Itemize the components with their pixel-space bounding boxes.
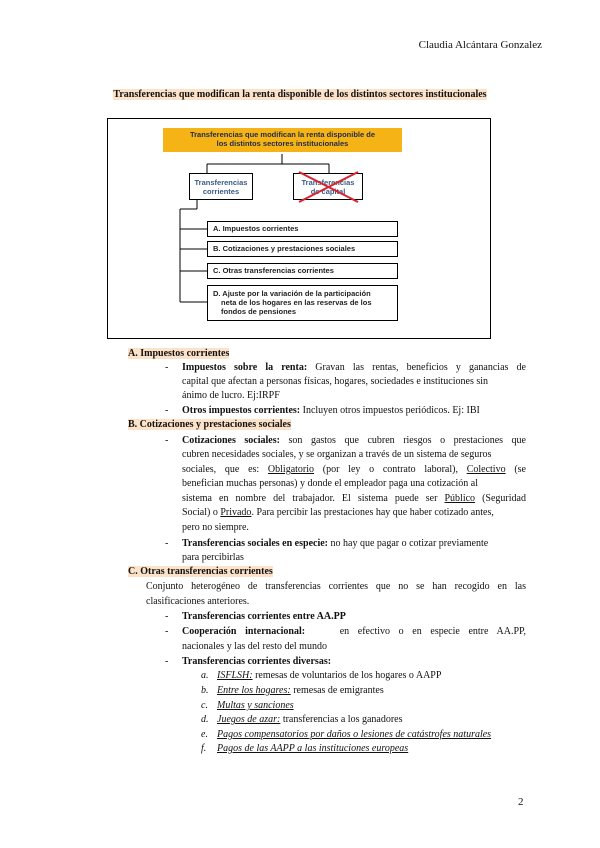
section-c-bullet1: Transferencias corrientes entre AA.PP — [182, 611, 346, 622]
section-b-bullet2-line1: Transferencias sociales en especie: no hay que pagar o cotizar previamente — [182, 538, 489, 549]
bullet-dash: - — [165, 362, 169, 373]
section-b-bullet1-line6: Social) o Privado. Para percibir las prestaciones hay que haber cotizado antes, — [182, 507, 494, 518]
section-b-bullet1-line3: sociales, que es: Obligatorio (por ley o contrato laboral), Colectivo (se — [182, 464, 526, 475]
diagram-item-b: B. Cotizaciones y prestaciones sociales — [207, 241, 398, 257]
section-b-bullet1-line2: cubren necesidades sociales, y se organizan a través de un sistema de seguros — [182, 449, 492, 460]
section-b-bullet1-line1: Cotizaciones sociales: son gastos que cubren riesgos o prestaciones que — [182, 435, 527, 446]
bullet-dash: - — [165, 611, 169, 622]
section-c-bullet3: Transferencias corrientes diversas: — [182, 656, 332, 667]
page-heading: Transferencias que modifican la renta disponible de los distintos sectores institucionales — [113, 89, 487, 100]
sub-item-d: Juegos de azar: transferencias a los ganadores — [217, 714, 403, 725]
sub-item-letter: f. — [201, 743, 207, 754]
section-b-title: B. Cotizaciones y prestaciones sociales — [128, 419, 291, 430]
diagram-item-a: A. Impuestos corrientes — [207, 221, 398, 237]
sub-item-letter: d. — [201, 714, 209, 725]
sub-item-letter: e. — [201, 729, 208, 740]
sub-item-b: Entre los hogares: remesas de emigrantes — [217, 685, 384, 696]
bullet-dash: - — [165, 656, 169, 667]
author-name: Claudia Alcántara Gonzalez — [418, 39, 542, 51]
section-b-bullet1-line7: pero no siempre. — [182, 522, 249, 533]
sub-item-a: ISFLSH: remesas de voluntarios de los hogares o AAPP — [217, 670, 442, 681]
capital-transfers-box: Transferencias de capital — [293, 173, 363, 200]
section-a-bullet1-line1: Impuestos sobre la renta: Gravan las rentas, beneficios y ganancias de — [182, 362, 526, 373]
bullet-dash: - — [165, 538, 169, 549]
section-a-bullet2: Otros impuestos corrientes: Incluyen otros impuestos periódicos. Ej: IBI — [182, 405, 480, 416]
section-c-bullet2-line1: Cooperación internacional: en efectivo o en especie entre AA.PP, — [182, 626, 527, 637]
section-a-bullet1-line3: ánimo de lucro. Ej:IRPF — [182, 390, 280, 401]
section-a-title: A. Impuestos corrientes — [128, 348, 230, 359]
sub-item-letter: a. — [201, 670, 209, 681]
section-b-bullet1-line5: sistema en nombre del trabajador. El sistema puede ser Público (Seguridad — [182, 493, 526, 504]
section-b-bullet1-line4: benefician muchas personas) y donde el empleador paga una cotización al — [182, 478, 478, 489]
section-c-title: C. Otras transferencias corrientes — [128, 566, 273, 577]
section-a-bullet1-line2: capital que afectan a personas físicas, hogares, sociedades e instituciones sin — [182, 376, 489, 387]
bullet-dash: - — [165, 435, 169, 446]
bullet-dash: - — [165, 405, 169, 416]
section-c-bullet2-line2: nacionales y las del resto del mundo — [182, 641, 327, 652]
diagram-title: Transferencias que modifican la renta disponible de los distintos sectores institucionales — [163, 128, 402, 152]
sub-item-c: Multas y sanciones — [217, 700, 294, 711]
section-c-intro-line1: Conjunto heterogéneo de transferencias corrientes que no se han recogido en las — [146, 581, 526, 592]
page-number: 2 — [518, 796, 524, 808]
sub-item-f: Pagos de las AAPP a las instituciones europeas — [217, 743, 409, 754]
transfers-diagram — [107, 118, 491, 339]
sub-item-letter: b. — [201, 685, 209, 696]
cross-out-icon — [294, 170, 364, 204]
diagram-item-d: D. Ajuste por la variación de la participación neta de los hogares en las reservas de los fondos de pensiones — [207, 285, 398, 321]
sub-item-e: Pagos compensatorios por daños o lesiones de catástrofes naturales — [217, 729, 492, 740]
bullet-dash: - — [165, 626, 169, 637]
current-transfers-box: Transferencias corrientes — [189, 173, 253, 200]
diagram-item-c: C. Otras transferencias corrientes — [207, 263, 398, 279]
sub-item-letter: c. — [201, 700, 208, 711]
section-c-intro-line2: clasificaciones anteriores. — [146, 596, 250, 607]
section-b-bullet2-line2: para percibirlas — [182, 552, 244, 563]
